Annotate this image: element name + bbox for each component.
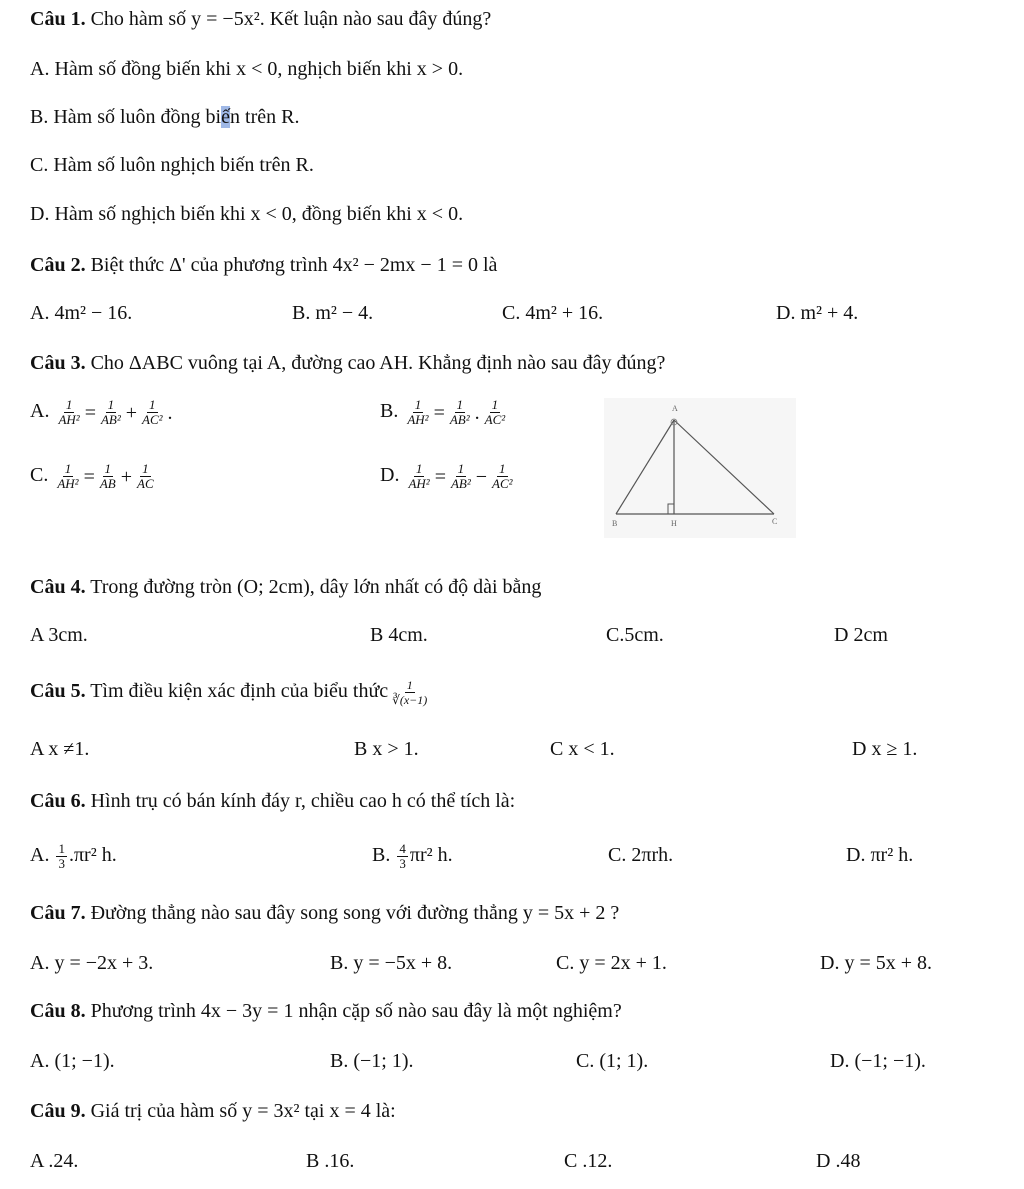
fraction [405,398,430,427]
fraction [56,398,81,427]
q5-option-d: D x ≥ 1. [852,738,918,760]
label-c: C [772,517,778,526]
operator: . [167,401,173,424]
q2-option-c: C. 4m² + 16. [502,302,604,324]
numerator: 1 [149,397,156,412]
operator: = [433,401,445,424]
denominator: AB² [100,412,121,427]
numerator: 1 [414,397,422,412]
option-text: .πr² h. [68,844,117,867]
fraction [490,462,515,491]
option-letter: B. [372,844,391,867]
operator: = [83,465,95,488]
numerator: 1 [58,841,65,856]
q5-option-c: C x < 1. [550,738,615,760]
option-text: πr² h. [409,844,453,867]
numerator: 1 [142,461,149,476]
operator: . [474,401,480,424]
question-text: Phương trình 4x − 3y = 1 nhận cặp số nào sau đây là một nghiệm? [90,1000,622,1022]
question-label: Câu 5. [30,680,86,703]
numerator: 1 [107,397,115,412]
question-7 [30,900,619,926]
question-6 [30,788,515,814]
q7-option-c: C. y = 2x + 1. [556,952,667,974]
fraction [390,678,429,707]
q1-option-a: A. Hàm số đồng biến khi x < 0, nghịch biến khi x > 0. [30,58,464,80]
label-a: A [672,404,678,413]
denominator: AC² [484,412,506,427]
q9-option-c: C .12. [564,1150,613,1172]
numerator: 1 [491,397,499,412]
denominator: AB [99,476,116,491]
numerator: 4 [399,841,406,856]
q2-option-a: A. 4m² − 16. [30,302,133,324]
denominator: AH² [58,412,80,427]
question-4 [30,574,541,600]
text-selection-highlight: ế [221,106,231,128]
option-letter: B. [380,400,399,423]
q1-option-d: D. Hàm số nghịch biến khi x < 0, đồng biến khi x < 0. [30,203,464,225]
q6-option-c: C. 2πrh. [608,844,674,866]
operator: = [84,401,96,424]
q1-option-b [30,104,299,130]
option-text: B. Hàm số luôn đồng bi [30,106,222,128]
q4-option-b: B 4cm. [370,624,428,646]
q8-option-d: D. (−1; −1). [830,1050,926,1072]
denominator: AH² [57,476,79,491]
question-label: Câu 1. [30,8,86,30]
option-letter: A. [30,844,50,867]
right-angle-mark [668,504,674,514]
denominator: AH² [408,476,430,491]
option-letter: D. [380,464,400,487]
fraction [449,462,473,491]
side-ab [616,420,674,514]
q4-option-d: D 2cm [834,624,888,646]
option-letter: A. [30,400,50,423]
triangle-figure [604,398,796,538]
denominator: ∛(x−1) [392,693,428,707]
fraction [135,462,156,491]
denominator: AC [137,476,154,491]
fraction [99,398,123,427]
denominator: 3 [58,856,65,871]
q3-option-b [380,398,509,427]
question-text: Giá trị của hàm số y = 3x² tại x = 4 là: [90,1100,396,1122]
question-label: Câu 4. [30,576,86,598]
q5-option-b: B x > 1. [354,738,419,760]
numerator: 1 [406,678,413,692]
question-2 [30,252,497,278]
fraction [140,398,165,427]
side-ac [674,420,774,514]
question-3 [30,350,665,376]
q7-option-a: A. y = −2x + 3. [30,952,154,974]
q8-option-a: A. (1; −1). [30,1050,115,1072]
right-triangle-diagram [604,398,796,538]
question-label: Câu 6. [30,790,86,812]
fraction [483,398,508,427]
q6-option-b [372,842,453,871]
fraction [397,842,408,871]
q3-option-a [30,398,174,427]
denominator: AB² [450,476,471,491]
q3-option-c [30,462,158,491]
operator: = [434,465,446,488]
q7-option-d: D. y = 5x + 8. [820,952,933,974]
question-text: Biệt thức Δ' của phương trình 4x² − 2mx − 1 = 0 là [90,254,498,276]
question-1 [30,6,491,32]
label-h: H [671,519,677,528]
q2-option-d: D. m² + 4. [776,302,859,324]
question-label: Câu 7. [30,902,86,924]
question-label: Câu 8. [30,1000,86,1022]
question-9 [30,1098,396,1124]
fraction [406,462,431,491]
q6-option-d: D. πr² h. [846,844,914,866]
operator: + [120,465,133,488]
question-text: Tìm điều kiện xác định của biểu thức [90,680,389,703]
fraction [56,842,67,871]
q4-option-a: A 3cm. [30,624,88,646]
option-text: n trên R. [230,106,300,128]
question-text: Đường thẳng nào sau đây song song với đường thẳng y = 5x + 2 ? [90,902,620,924]
denominator: AH² [407,412,429,427]
q7-option-b: B. y = −5x + 8. [330,952,453,974]
question-text: Hình trụ có bán kính đáy r, chiều cao h có thể tích là: [90,790,516,812]
fraction [98,462,118,491]
question-5 [30,678,431,707]
numerator: 1 [499,461,506,476]
q9-option-a: A .24. [30,1150,79,1172]
numerator: 1 [456,397,463,412]
operator: + [125,401,138,424]
numerator: 1 [65,397,73,412]
denominator: AB² [449,412,470,427]
q2-option-b: B. m² − 4. [292,302,374,324]
fraction [55,462,80,491]
question-label: Câu 9. [30,1100,86,1122]
q8-option-c: C. (1; 1). [576,1050,649,1072]
question-text: Trong đường tròn (O; 2cm), dây lớn nhất có độ dài bằng [90,576,542,598]
numerator: 1 [415,461,423,476]
q6-option-a [30,842,117,871]
q8-option-b: B. (−1; 1). [330,1050,414,1072]
option-letter: C. [30,464,49,487]
operator: − [475,465,488,488]
question-text: Cho hàm số y = −5x². Kết luận nào sau đây đúng? [90,8,492,30]
q3-option-d [380,462,517,491]
denominator: 3 [399,856,406,871]
q9-option-d: D .48 [816,1150,861,1172]
fraction [448,398,472,427]
label-b: B [612,519,618,528]
numerator: 1 [104,461,112,476]
numerator: 1 [64,461,72,476]
numerator: 1 [457,461,465,476]
q4-option-c: C.5cm. [606,624,664,646]
question-text: Cho ΔABC vuông tại A, đường cao AH. Khẳng định nào sau đây đúng? [90,352,666,374]
question-8 [30,998,622,1024]
q9-option-b: B .16. [306,1150,355,1172]
q1-option-c: C. Hàm số luôn nghịch biến trên R. [30,154,314,176]
denominator: AC² [142,412,163,427]
question-label: Câu 2. [30,254,86,276]
question-label: Câu 3. [30,352,86,374]
denominator: AC² [492,476,513,491]
q5-option-a: A x ≠1. [30,738,90,760]
